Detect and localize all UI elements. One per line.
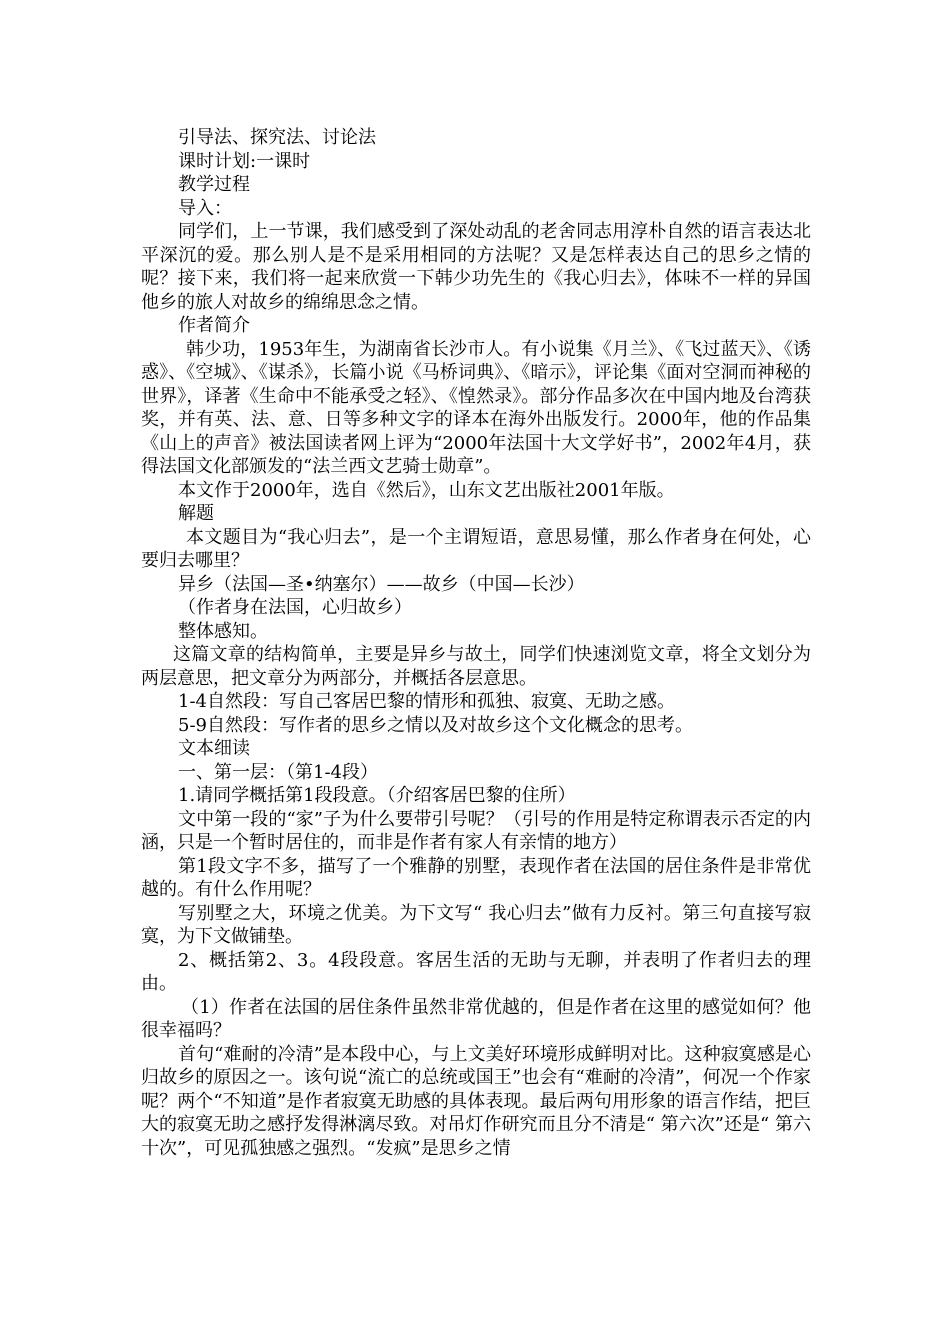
title-analysis-paragraph: 本文题目为“我心归去”，是一个主谓短语，意思易懂，那么作者身在何处，心要归去哪里？: [141, 526, 811, 571]
document-page: [141, 126, 811, 1160]
close-reading-heading: 文本细读: [178, 738, 250, 759]
question-2: 2、概括第2、3。4段段意。客居生活的无助与无聊，并表明了作者归去的理由。: [141, 949, 811, 994]
analysis-paragraph: 首句“难耐的冷清”是本段中心，与上文美好环境形成鲜明对比。这种寂寞感是心归故乡的原因之一。该句说“流亡的总统或国王”也会有“难耐的冷清”，何况一个作家呢？两个“不知道”是作者寂寞无助感的具体表现。最后两句用形象的语言作结，把巨大的寂寞无助之感抒发得淋漓尽致。对吊灯作研究而且分不清是“ 第六次”还是“ 第六十次”，可见孤独感之强烈。“发疯”是思乡之情: [141, 1043, 811, 1159]
structure-paragraph: 这篇文章的结构简单，主要是异乡与故土，同学们快速浏览文章，将全文划分为两层意思，把文章分为两部分，并概括各层意思。: [141, 644, 811, 689]
section-1-4: 1-4自然段：写自己客居巴黎的情形和孤独、寂寞、无助之感。: [178, 691, 675, 712]
overall-heading: 整体感知。: [178, 620, 268, 642]
author-paragraph: 韩少功，1953年生，为湖南省长沙市人。有小说集《月兰》、《飞过蓝天》、《诱惑》、《空城》、《谋杀》，长篇小说《马桥词典》、《暗示》，评论集《面对空洞而神秘的世界》，译著《生命中不能承受之轻》、《惶然录》。部分作品多次在中国内地及台湾获奖，并有英、法、意、日等多种文字的译本在海外出版发行。2000年，他的作品集《山上的声音》被法国读者网上评为“2000年法国十大文学好书”，2002年4月，获得法国文化部颁发的“法兰西文艺骑士勋章”。: [141, 338, 811, 477]
intro-heading: 导入：: [178, 197, 232, 219]
title-analysis-heading: 解题: [178, 503, 214, 524]
quote-mark-paragraph: 文中第一段的“家”子为什么要带引号呢？（引号的作用是特定称谓表示否定的内涵，只是一个暂时居住的，而非是作者有家人有亲情的地方）: [141, 808, 811, 853]
intro-paragraph: 同学们，上一节课，我们感受到了深处动乱的老舍同志用淳朴自然的语言表达北平深沉的爱。那么别人是不是采用相同的方法呢？又是怎样表达自己的思乡之情的呢？接下来，我们将一起来欣赏一下韩少功先生的《我心归去》，体味不一样的异国他乡的旅人对故乡的绵绵思念之情。: [141, 221, 811, 313]
layer-one-heading: 一、第一层：（第1-4段）: [178, 761, 378, 783]
villa-paragraph: 第1段文字不多，描写了一个雅静的别墅，表现作者在法国的居住条件是非常优越的。有什么作用呢？: [141, 855, 811, 900]
method-line: 引导法、探究法、讨论法: [178, 127, 376, 148]
villa-answer: 写别墅之大，环境之优美。为下文写“ 我心归去”做有力反衬。第三句直接写寂寞，为下文做铺垫。: [141, 902, 811, 947]
process-heading: 教学过程: [178, 174, 250, 195]
section-5-9: 5-9自然段：写作者的思乡之情以及对故乡这个文化概念的思考。: [178, 714, 693, 736]
question-1: 1.请同学概括第1段段意。（介绍客居巴黎的住所）: [178, 785, 576, 806]
place-line: 异乡（法国—圣•纳塞尔）——故乡（中国—长沙）: [178, 573, 585, 595]
place-note: （作者身在法国，心归故乡）: [178, 597, 412, 618]
author-heading: 作者简介: [178, 315, 250, 336]
schedule-line: 课时计划:一课时: [178, 150, 311, 172]
source-paragraph: 本文作于2000年，选自《然后》，山东文艺出版社2001年版。: [178, 479, 675, 501]
sub-question-1: （1）作者在法国的居住条件虽然非常优越的，但是作者在这里的感觉如何？他很幸福吗？: [141, 996, 811, 1041]
